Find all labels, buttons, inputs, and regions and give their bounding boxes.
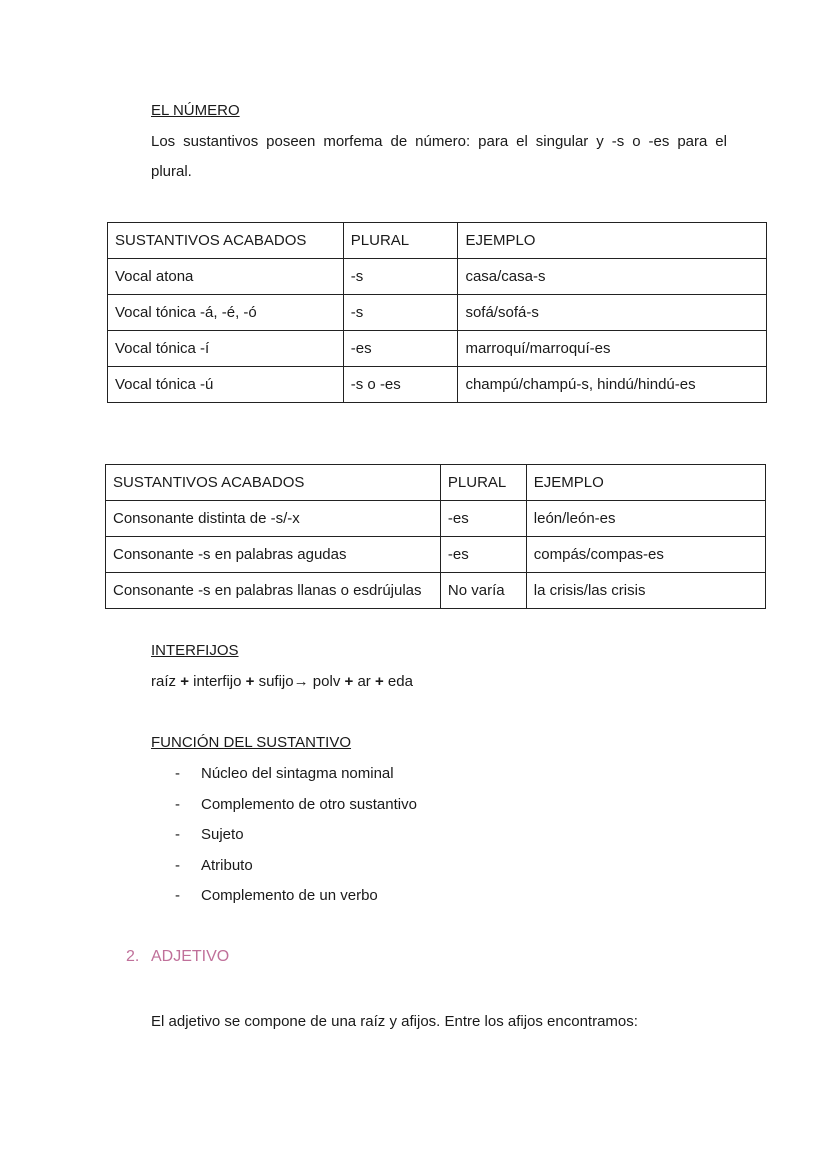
list-item-text: Núcleo del sintagma nominal (201, 765, 394, 782)
table-cell: Consonante distinta de -s/-x (106, 501, 441, 537)
header-cell: EJEMPLO (458, 223, 767, 259)
numero-paragraph (151, 127, 727, 187)
header-cell: SUSTANTIVOS ACABADOS (108, 223, 344, 259)
list-item (175, 765, 417, 796)
list-item-text: Sujeto (201, 826, 244, 843)
formula-term: polv (312, 673, 341, 690)
table-row (106, 537, 766, 573)
numero-paragraph-line-1: Los sustantivos poseen morfema de número: para el singular y -s o -es para el (151, 133, 727, 150)
list-item (175, 796, 417, 827)
plus-sign: + (344, 673, 354, 690)
table-cell: león/león-es (526, 501, 765, 537)
numero-heading: EL NÚMERO (151, 102, 240, 119)
funcion-list (175, 765, 417, 918)
consonante-plural-table (105, 464, 766, 609)
list-item-text: Atributo (201, 856, 253, 874)
table-cell: Vocal atona (108, 259, 344, 295)
table-cell: -s (343, 259, 458, 295)
table-header-row (106, 465, 766, 501)
right-arrow-icon: → (293, 673, 309, 690)
formula-term: raíz (151, 673, 177, 690)
dash-bullet: - (175, 795, 180, 813)
list-item-text: Complemento de otro sustantivo (201, 795, 417, 813)
adjetivo-paragraph: El adjetivo se compone de una raíz y afijos. Entre los afijos encontramos: (151, 1013, 638, 1030)
table-cell: Vocal tónica -í (108, 331, 344, 367)
dash-bullet: - (175, 765, 180, 782)
table-header-row (108, 223, 767, 259)
header-cell: PLURAL (343, 223, 458, 259)
table-cell: Consonante -s en palabras llanas o esdrújulas (106, 573, 441, 609)
table-cell: -es (440, 501, 526, 537)
table-row (108, 331, 767, 367)
table-cell: -s o -es (343, 367, 458, 403)
table-cell: compás/compas-es (526, 537, 765, 573)
header-cell: SUSTANTIVOS ACABADOS (106, 465, 441, 501)
table-cell: Vocal tónica -á, -é, -ó (108, 295, 344, 331)
table-cell: Vocal tónica -ú (108, 367, 344, 403)
table-row (106, 501, 766, 537)
section-number: 2. (126, 948, 140, 965)
formula-term: sufijo (258, 673, 294, 690)
dash-bullet: - (175, 887, 180, 904)
plus-sign: + (245, 673, 255, 690)
list-item (175, 887, 417, 918)
interfijos-formula (151, 673, 413, 691)
table-cell: -es (440, 537, 526, 573)
table-row (108, 259, 767, 295)
table-cell: casa/casa-s (458, 259, 767, 295)
table-cell: -es (343, 331, 458, 367)
header-cell: PLURAL (440, 465, 526, 501)
table-row (106, 573, 766, 609)
table-row (108, 367, 767, 403)
list-item-text: Complemento de un verbo (201, 887, 378, 904)
table-cell: la crisis/las crisis (526, 573, 765, 609)
numero-paragraph-line-2: plural. (151, 163, 192, 180)
table-cell: Consonante -s en palabras agudas (106, 537, 441, 573)
formula-term: interfijo (193, 673, 242, 690)
plus-sign: + (180, 673, 189, 690)
table-cell: champú/champú-s, hindú/hindú-es (458, 367, 767, 403)
table-row (108, 295, 767, 331)
section-title-text: ADJETIVO (151, 948, 230, 965)
dash-bullet: - (175, 856, 180, 874)
adjetivo-section-title (126, 947, 229, 967)
formula-term: eda (387, 673, 413, 690)
table-cell: No varía (440, 573, 526, 609)
table-cell: sofá/sofá-s (458, 295, 767, 331)
vocal-plural-table (107, 222, 767, 403)
plus-sign: + (374, 673, 384, 690)
list-item (175, 826, 417, 857)
funcion-heading: FUNCIÓN DEL SUSTANTIVO (151, 734, 352, 751)
dash-bullet: - (175, 826, 180, 843)
interfijos-heading: INTERFIJOS (151, 642, 239, 659)
header-cell: EJEMPLO (526, 465, 765, 501)
formula-term: ar (357, 673, 371, 690)
table-cell: marroquí/marroquí-es (458, 331, 767, 367)
table-cell: -s (343, 295, 458, 331)
list-item (175, 857, 417, 888)
